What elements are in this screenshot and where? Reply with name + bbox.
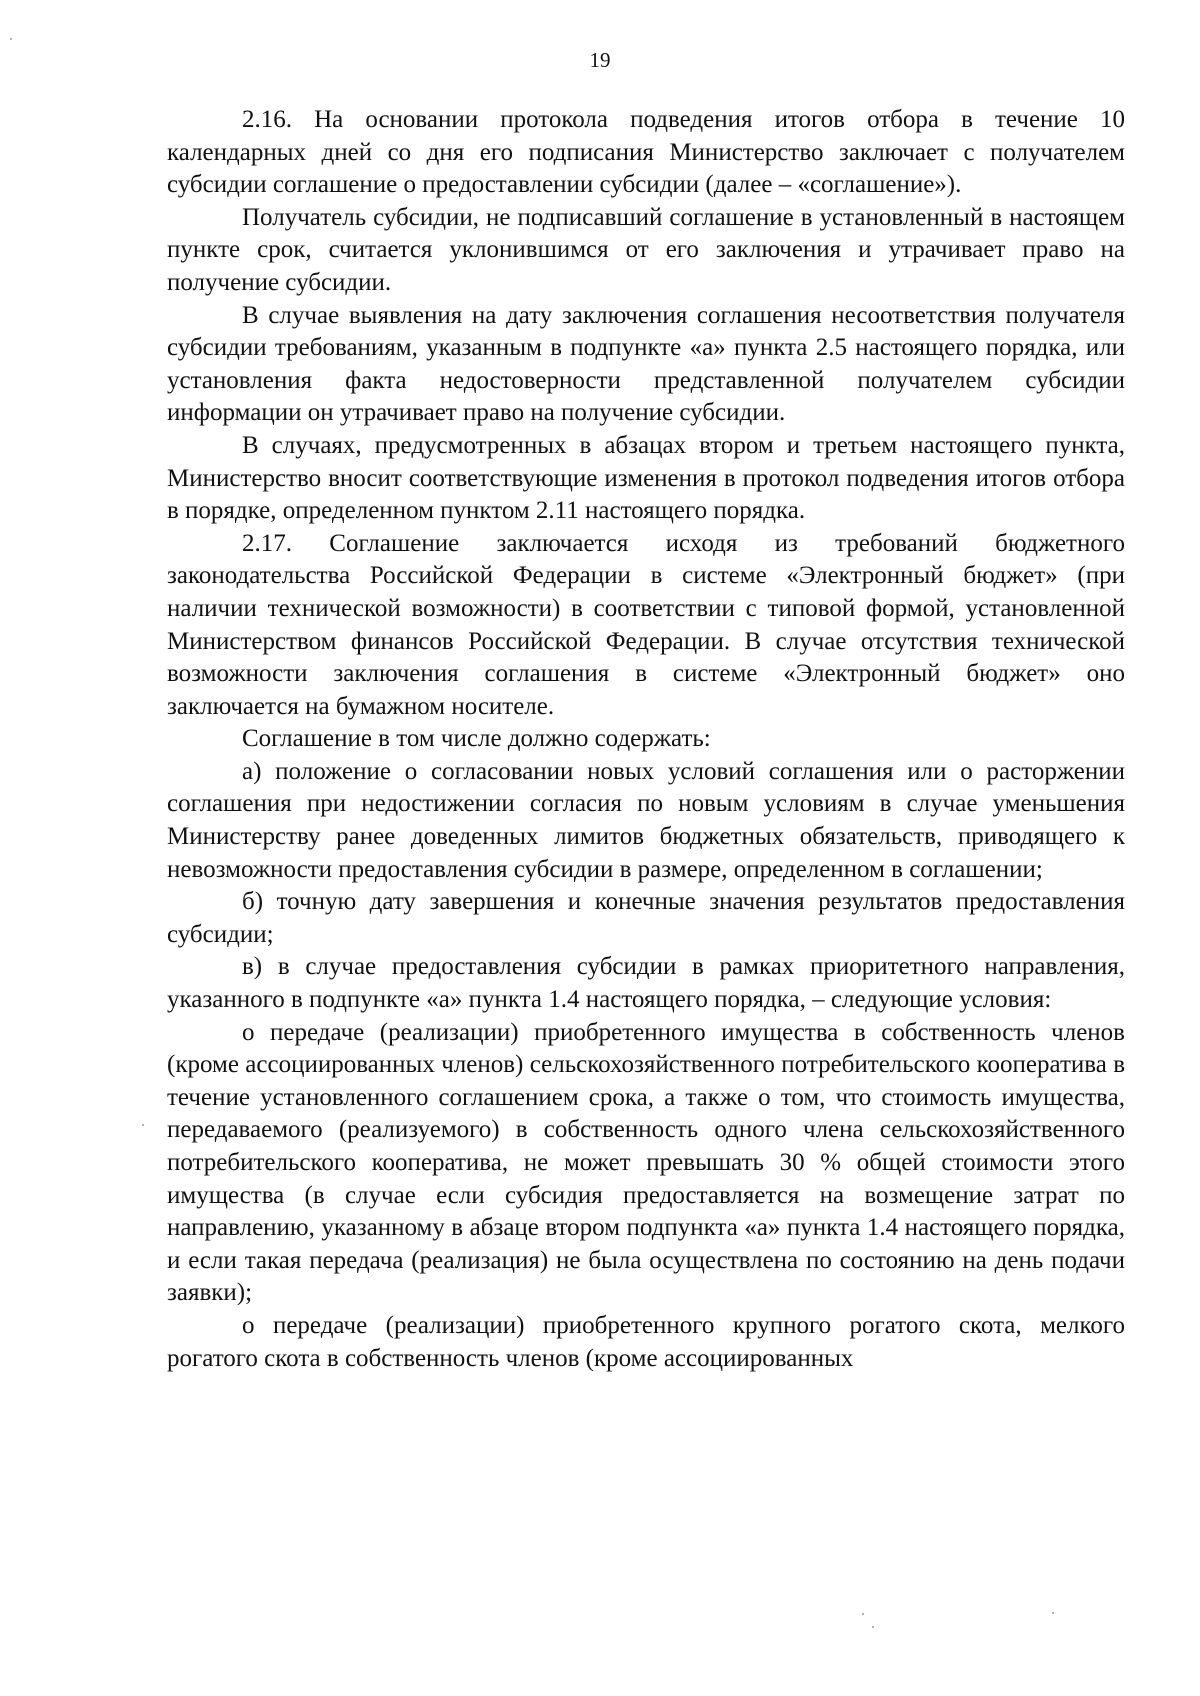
paragraph-refusal: Получатель субсидии, не подписавший соглашение в установленный в настоящем пункте срок, считается уклонившимся от его заключения и утрачивает право на получение субсидии. [167, 203, 1125, 296]
page-number: 19 [589, 48, 611, 72]
paragraph-2-16: 2.16. На основании протокола подведения итогов отбора в течение 10 календарных дней со дня его подписания Министерство заключает с получателем субсидии соглашение о предоставлении субсидии (далее – «соглашение»). [167, 106, 1125, 199]
scan-speck [872, 1626, 874, 1628]
paragraph-noncompliance: В случае выявления на дату заключения соглашения несоответствия получателя субсидии требованиям, указанным в подпункте «а» пункта 2.5 настоящего порядка, или установления факта недостоверности представленной получателем субсидии информации он утрачивает право на получение субсидии. [167, 301, 1125, 427]
paragraph-agreement-contents: Соглашение в том числе должно содержать: [242, 725, 711, 753]
list-item-b: б) точную дату завершения и конечные значения результатов предоставления субсидии; [167, 888, 1125, 948]
paragraph-property-transfer: о передаче (реализации) приобретенного имущества в собственность членов (кроме ассоциированных членов) сельскохозяйственного потребительского кооператива в течение установленного соглашением срока, а также о том, что стоимость имущества, передаваемого (реализуемого) в собственность одного члена сельскохозяйственного потребительского кооператива, не может превышать 30 % общей стоимости этого имущества (в случае если субсидия предоставляется на возмещение затрат по направлению, указанному в абзаце втором подпункта «а» пункта 1.4 настоящего порядка, и если такая передача (реализация) не была осуществлена по состоянию на день подачи заявки); [167, 1018, 1125, 1307]
list-item-a: а) положение о согласовании новых условий соглашения или о расторжении соглашения при недостижении согласия по новым условиям в случае уменьшения Министерству ранее доведенных лимитов бюджетных обязательств, приводящего к невозможности предоставления субсидии в размере, определенном в соглашении; [167, 757, 1125, 883]
scan-speck [1052, 1612, 1054, 1614]
paragraph-protocol-changes: В случаях, предусмотренных в абзацах втором и третьем настоящего пункта, Министерство вносит соответствующие изменения в протокол подведения итогов отбора в порядке, определенном пунктом 2.11 настоящего порядка. [167, 431, 1125, 525]
scan-speck [862, 1613, 864, 1615]
list-item-v: в) в случае предоставления субсидии в рамках приоритетного направления, указанного в подпункте «а» пункта 1.4 настоящего порядка, – следующие условия: [167, 953, 1125, 1014]
paragraph-2-17: 2.17. Соглашение заключается исходя из требований бюджетного законодательства Российской Федерации в системе «Электронный бюджет» (при наличии технической возможности) в соответствии с типовой формой, установленной Министерством финансов Российской Федерации. В случае отсутствия технической возможности заключения соглашения в системе «Электронный бюджет» оно заключается на бумажном носителе. [167, 529, 1125, 720]
paragraph-livestock-transfer: о передаче (реализации) приобретенного крупного рогатого скота, мелкого рогатого скота в собственность членов (кроме ассоциированных [167, 1311, 1125, 1372]
scan-speck [142, 1124, 144, 1126]
document-body [167, 104, 1125, 1375]
scan-speck [10, 38, 12, 40]
